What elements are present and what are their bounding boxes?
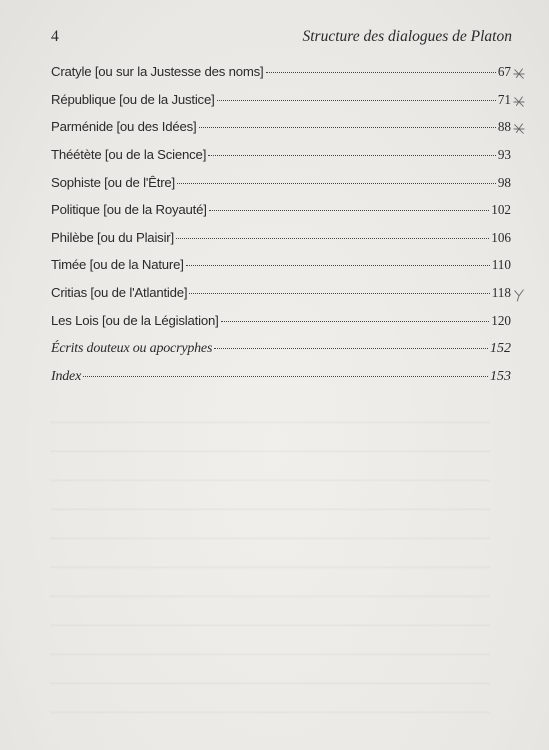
toc-entry-page: 152	[490, 341, 511, 357]
page-number: 4	[51, 28, 59, 45]
toc-entry	[51, 255, 511, 283]
pencil-cross-mark-icon	[513, 95, 525, 109]
toc-entry-page: 98	[497, 174, 511, 190]
toc-entry-title: République [ou de la Justice]	[51, 91, 215, 107]
toc-entry-page: 93	[497, 146, 511, 162]
toc-entry-title: Sophiste [ou de l'Être]	[51, 174, 176, 190]
dot-leader	[176, 225, 489, 239]
toc-entry-page: 102	[491, 202, 511, 218]
dot-leader	[189, 280, 489, 294]
toc-entry	[51, 62, 511, 90]
toc-entry-title: Politique [ou de la Royauté]	[51, 202, 207, 218]
toc-entry	[51, 310, 511, 338]
pencil-cross-mark-icon	[513, 122, 525, 136]
toc-entry-page: 153	[490, 368, 511, 384]
page-header	[51, 28, 512, 50]
toc-entry-title: Index	[51, 368, 82, 384]
toc-entry-title: Écrits douteux ou apocryphes	[51, 341, 213, 357]
dot-leader	[177, 169, 496, 183]
pencil-cross-mark-icon	[513, 67, 525, 81]
toc-entry-page: 71	[497, 91, 511, 107]
dot-leader	[199, 114, 496, 128]
show-through-text	[50, 395, 490, 715]
toc-entry-title: Philèbe [ou du Plaisir]	[51, 229, 174, 245]
dot-leader	[186, 252, 490, 266]
toc-entry	[51, 172, 511, 200]
dot-leader	[214, 335, 488, 349]
toc-entry	[51, 283, 511, 311]
dot-leader	[221, 307, 490, 321]
toc-entry-page: 120	[491, 312, 511, 328]
toc-entry	[51, 366, 511, 394]
toc-entry-title: Parménide [ou des Idées]	[51, 119, 197, 135]
dot-leader	[217, 87, 496, 101]
toc-entry-title: Timée [ou de la Nature]	[51, 257, 184, 273]
toc-entry-title: Les Lois [ou de la Législation]	[51, 312, 219, 328]
dot-leader	[266, 59, 496, 73]
dot-leader	[209, 197, 490, 211]
toc-entry	[51, 228, 511, 256]
pencil-check-mark-icon	[513, 288, 525, 302]
toc-entry	[51, 90, 511, 118]
toc-entry	[51, 200, 511, 228]
toc-entry-title: Critias [ou de l'Atlantide]	[51, 284, 188, 300]
dot-leader	[208, 142, 496, 156]
running-title: Structure des dialogues de Platon	[302, 28, 512, 45]
toc-entry	[51, 338, 511, 366]
table-of-contents	[51, 62, 511, 393]
toc-entry-title: Théétète [ou de la Science]	[51, 146, 207, 162]
toc-entry-page: 88	[497, 119, 511, 135]
toc-entry-page: 118	[491, 284, 511, 300]
dot-leader	[83, 363, 488, 377]
toc-entry	[51, 145, 511, 173]
toc-entry-page: 67	[497, 64, 511, 80]
toc-entry-page: 110	[491, 257, 511, 273]
toc-entry-title: Cratyle [ou sur la Justesse des noms]	[51, 64, 264, 80]
toc-entry	[51, 117, 511, 145]
toc-entry-page: 106	[491, 229, 511, 245]
